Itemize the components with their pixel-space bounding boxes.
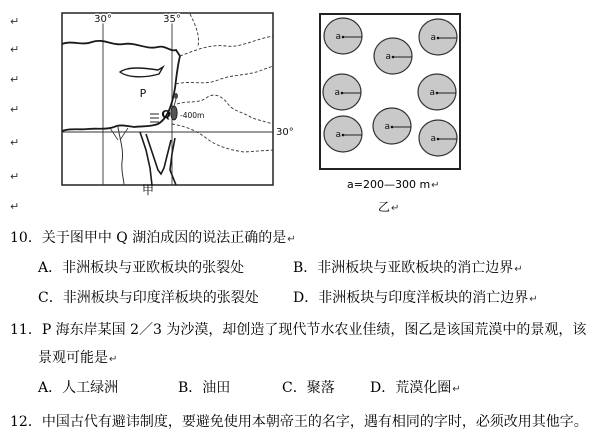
circular-field (324, 18, 362, 54)
scale-note-text: a=200—300 m (347, 178, 431, 191)
figure-yi-scale-note (347, 178, 440, 193)
question-11-option-c: C．聚落 (282, 380, 335, 396)
paragraph-mark: ↵ (514, 264, 523, 275)
small-lake (174, 93, 178, 99)
question-12-stem: 12．中国古代有避讳制度，要避免使用本朝帝王的名字，遇有相同的字时，必须改用其他字。 (10, 414, 588, 430)
question-10-option-b (293, 259, 523, 279)
lon-label-30: 30° (94, 14, 112, 25)
circular-field (374, 38, 412, 74)
question-10-option-a: A．非洲板块与亚欧板块的张裂处 (38, 260, 245, 276)
question-11-stem-line-1: 11．P 海东岸某国 2／3 为沙漠，却创造了现代节水农业佳绩，图乙是该国荒漠中的景观，该 (10, 322, 587, 338)
radius-label: a (335, 130, 341, 140)
question-10-option-d-text: D．非洲板块与印度洋板块的消亡边界 (293, 290, 529, 306)
question-11-option-d (370, 379, 461, 399)
paragraph-mark: ↵ (10, 43, 20, 56)
question-11-stem-line-2 (38, 349, 117, 369)
radius-label: a (430, 134, 436, 144)
circular-field (324, 116, 362, 152)
lon-label-35: 35° (163, 14, 181, 25)
paragraph-mark: ↵ (391, 203, 400, 214)
radius-label: a (334, 88, 340, 98)
lake-q (171, 106, 177, 120)
lake-label-q: Q (161, 108, 171, 121)
paragraph-mark: ↵ (452, 384, 461, 395)
question-10-option-b-text: B．非洲板块与亚欧板块的消亡边界 (293, 260, 514, 276)
paragraph-mark: ↵ (10, 73, 20, 86)
radius-label: a (429, 88, 435, 98)
circular-field (419, 19, 457, 55)
circular-field (373, 108, 411, 144)
paragraph-mark: ↵ (287, 234, 296, 245)
paragraph-mark: ↵ (529, 294, 538, 305)
lat-label-30: 30° (276, 127, 294, 138)
circular-field (419, 120, 457, 156)
map-frame (62, 13, 273, 185)
figure-yi-caption (378, 200, 399, 216)
lake-elevation-label: -400m (180, 111, 205, 120)
paragraph-mark: ↵ (10, 103, 20, 116)
question-10-option-d (293, 289, 538, 309)
paragraph-mark: ↵ (10, 200, 20, 213)
radius-label: a (385, 52, 391, 62)
paragraph-mark: ↵ (10, 136, 20, 149)
question-11-stem-line-2-text: 景观可能是 (38, 350, 108, 366)
paragraph-mark: ↵ (109, 354, 118, 365)
question-11-option-b: B．油田 (178, 380, 231, 396)
radius-label: a (430, 33, 436, 43)
circular-field (323, 74, 361, 110)
figure-yi-caption-text: 乙 (378, 200, 391, 214)
radius-label: a (335, 32, 341, 42)
figure-yi-diagram (320, 14, 460, 169)
question-10-stem-text: 10．关于图甲中 Q 湖泊成因的说法正确的是 (10, 230, 287, 246)
question-10-option-c: C．非洲板块与印度洋板块的张裂处 (38, 290, 259, 306)
figure-jia-caption (142, 183, 154, 197)
paragraph-mark: ↵ (10, 15, 20, 28)
radius-label: a (384, 122, 390, 132)
question-11-option-a: A．人工绿洲 (38, 380, 119, 396)
figure-jia-caption-text: 甲 (142, 183, 155, 197)
question-10-stem (10, 229, 296, 249)
figure-jia-map (62, 13, 294, 185)
paragraph-mark: ↵ (10, 170, 20, 183)
sea-label-p: P (139, 87, 147, 100)
circular-field (418, 74, 456, 110)
question-11-option-d-text: D．荒漠化圈 (370, 380, 452, 396)
paragraph-mark: ↵ (431, 180, 440, 191)
